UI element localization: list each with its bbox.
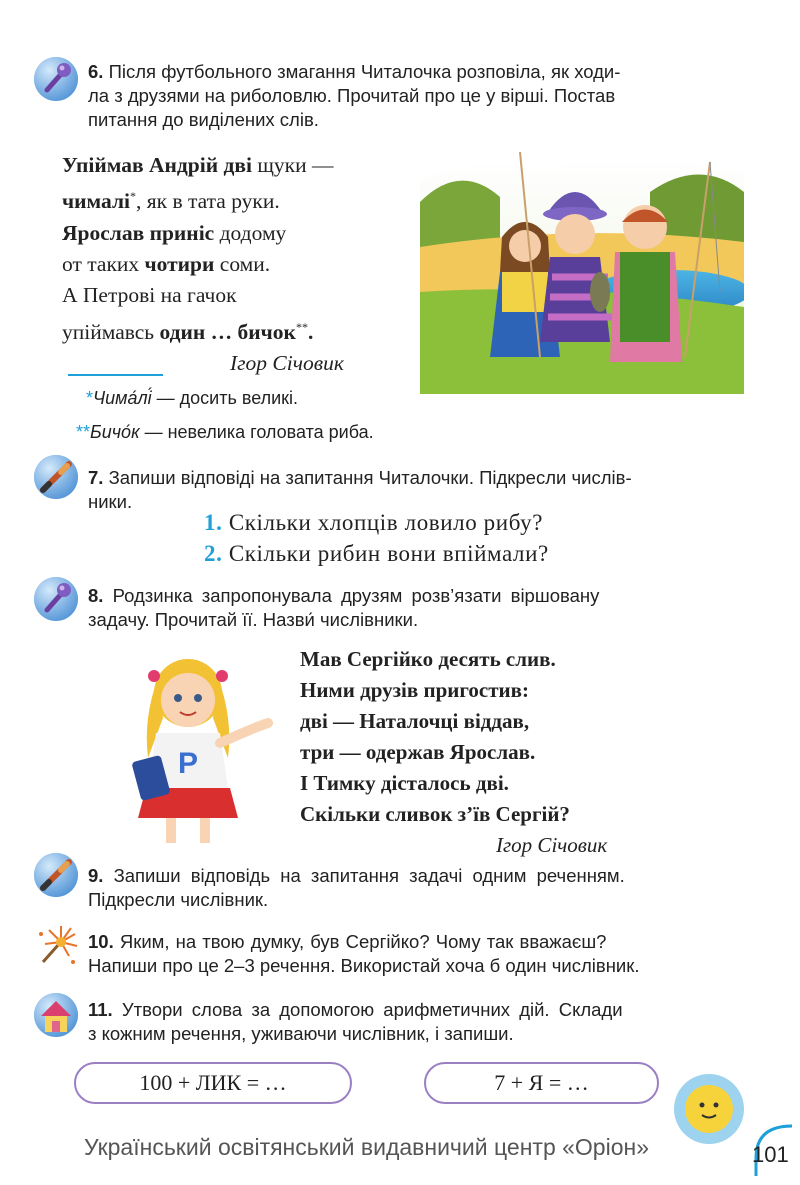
poem-text: додому	[214, 220, 287, 245]
question-number: 1.	[204, 510, 223, 535]
task-text: Запиши відповідь на запитання задачі одним реченням.	[113, 865, 625, 886]
poem-text: соми.	[214, 252, 271, 277]
poem-bold: Упіймав Андрій	[62, 153, 219, 177]
poem-text: от таких	[62, 252, 145, 277]
poem-text: дві — Наталочці віддав,	[300, 709, 530, 733]
children-fishing-illustration	[420, 142, 744, 394]
task-text: ла з друзями на риболовлю. Прочитай про це у вірші. Постав	[88, 85, 616, 106]
expression-text: 100 + ЛИК = …	[139, 1070, 287, 1095]
task-text: Після футбольного змагання Читалочка розповіла, як ходи-	[108, 61, 621, 82]
poem-text: А Петрові на гачок	[62, 283, 237, 308]
task-number: 7.	[88, 467, 104, 488]
question-2	[204, 541, 549, 567]
footnote-word: Чима́лі́	[93, 388, 152, 408]
poem-riddle	[300, 644, 607, 861]
task-text: задачу. Прочитай її. Назви́ числівники.	[88, 609, 419, 630]
smiley-icon	[672, 1072, 746, 1146]
footnote-text: — досить великі.	[151, 388, 299, 408]
poem-text: Скільки сливок з’їв Сергій?	[300, 802, 570, 826]
question-1	[204, 510, 543, 536]
girl-illustration	[128, 648, 278, 848]
footnote-mark: **	[76, 422, 91, 442]
footnote-1	[86, 388, 298, 409]
task-number: 11.	[88, 999, 113, 1020]
task-10	[88, 930, 748, 978]
footnote-divider	[68, 374, 163, 376]
task-number: 10.	[88, 931, 114, 952]
expression-2	[424, 1062, 659, 1104]
poem-text: , як в тата руки.	[136, 189, 280, 214]
poem-bold: дві	[223, 153, 252, 177]
task-6	[88, 60, 748, 132]
poem-text: Мав Сергійко десять слив.	[300, 647, 556, 671]
poem-text: Ними друзів пригостив:	[300, 678, 529, 702]
pen-icon	[33, 454, 79, 500]
microphone-icon	[33, 56, 79, 102]
task-text: питання до виділених слів.	[88, 109, 319, 130]
page-number-text: 101	[752, 1142, 789, 1167]
poem-text: І Тимку дісталось дві.	[300, 771, 509, 795]
poem-bold: один … бичок	[159, 319, 296, 344]
task-number: 9.	[88, 865, 104, 886]
footnote-mark: **	[295, 319, 308, 334]
task-8	[88, 584, 748, 632]
sparkler-icon	[33, 922, 79, 968]
task-text: Запиши відповіді на запитання Читалочки. Підкресли числів-	[108, 467, 632, 488]
task-text: Яким, на твою думку, був Сергійко? Чому так вважаєш?	[119, 931, 607, 952]
footnote-2	[76, 422, 374, 443]
task-number: 6.	[88, 61, 104, 82]
task-text: Родзинка запропонувала друзям розв’язати віршовану	[112, 585, 600, 606]
poem-text: щуки —	[251, 153, 334, 177]
question-text: Скільки рибин вони впіймали?	[228, 541, 549, 566]
expression-text: 7 + Я = …	[494, 1070, 589, 1095]
task-text: Підкресли числівник.	[88, 889, 269, 910]
poem-text: три — одержав Ярослав.	[300, 740, 536, 764]
task-9	[88, 864, 748, 912]
microphone-icon	[33, 576, 79, 622]
publisher-footer: Український освітянський видавничий центр «Оріон»	[84, 1134, 649, 1160]
footnote-word: Бичо́к	[90, 422, 140, 442]
poem-text: упіймавсь	[62, 319, 160, 344]
poem-author: Ігор Січовик	[230, 351, 344, 376]
expression-1	[74, 1062, 352, 1104]
svg-text:Р: Р	[178, 747, 199, 780]
task-11	[88, 998, 748, 1046]
pen-icon	[33, 852, 79, 898]
task-text: з кожним речення, уживаючи числівник, і запиши.	[88, 1023, 514, 1044]
task-text: ники.	[88, 491, 133, 512]
task-number: 8.	[88, 585, 104, 606]
question-number: 2.	[204, 541, 223, 566]
poem-fishing	[62, 150, 344, 379]
footnote-mark: *	[130, 189, 136, 204]
poem-bold: .	[307, 319, 314, 344]
poem-author: Ігор Січовик	[496, 833, 608, 857]
question-text: Скільки хлопців ловило рибу?	[228, 510, 544, 535]
footnote-text: — невелика головата риба.	[139, 422, 374, 442]
page-number	[748, 1118, 800, 1178]
task-text: Напиши про це 2–3 речення. Використай хоча б один числівник.	[88, 955, 640, 976]
task-text: Утвори слова за допомогою арифметичних дій. Склади	[121, 999, 623, 1020]
poem-bold: Ярослав приніс	[62, 220, 215, 245]
poem-bold: чотири	[144, 252, 215, 277]
house-icon	[33, 992, 79, 1038]
poem-bold: чималі	[62, 189, 130, 214]
task-7	[88, 466, 748, 514]
footnote-mark: *	[86, 388, 94, 408]
